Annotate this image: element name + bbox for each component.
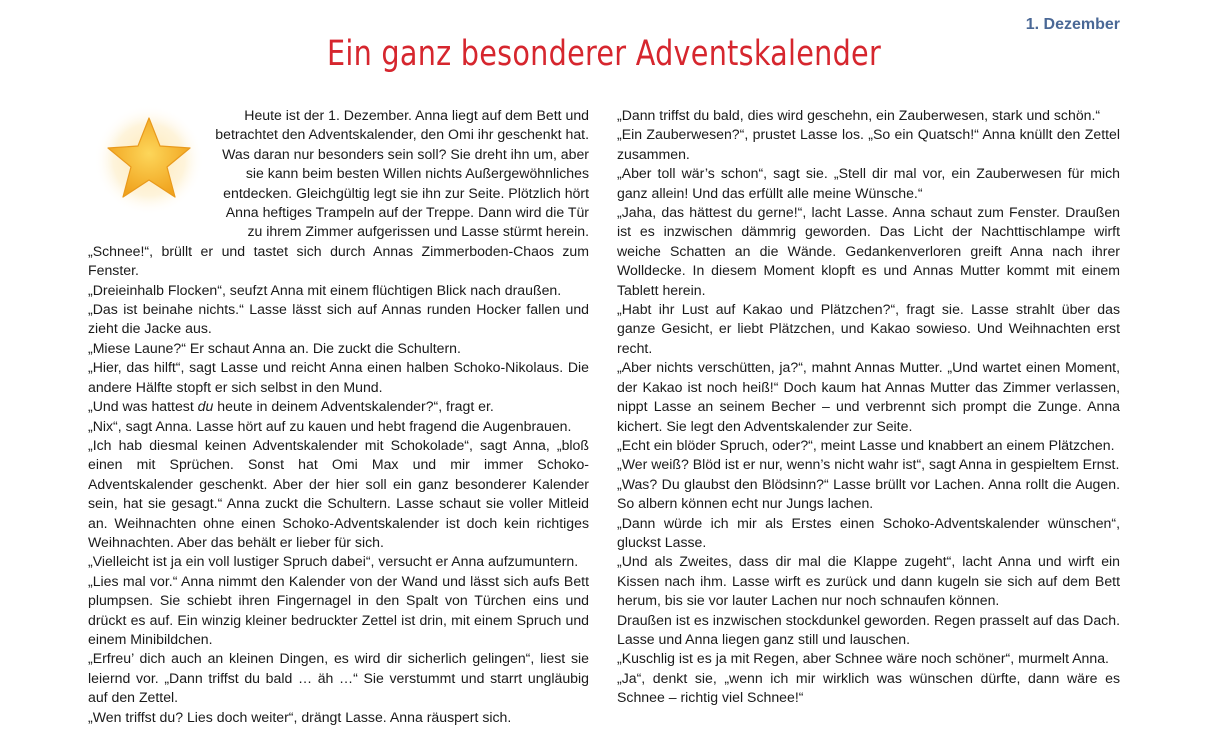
paragraph: Draußen ist es inzwischen stockdunkel geworden. Regen prasselt auf das Dach. Lasse und Anna liegen ganz still und lauschen. (617, 611, 1120, 647)
paragraph: „Lies mal vor.“ Anna nimmt den Kalender von der Wand und lässt sich aufs Bett plumpsen. Sie schiebt ihren Fingernagel in den Spalt von Türchen eins und drückt es auf. Ein winzig kleiner bedruckter Zettel ist drin, mit einem Spruch und einem Minibildchen. (88, 572, 589, 647)
paragraph: „Was? Du glaubst den Blödsinn?“ Lasse brüllt vor Lachen. Anna rollt die Augen. So albern können echt nur Jungs lachen. (617, 475, 1120, 512)
paragraph: „Dreieinhalb Flocken“, seufzt Anna mit einem flüchtigen Blick nach draußen. (88, 281, 562, 298)
paragraph: „Jaha, das hättest du gerne!“, lacht Lasse. Anna schaut zum Fenster. Draußen ist es inzwischen dämmrig geworden. Das Licht der Nachttischlampe wirft weiche Schatten an die Wände. Gedankenverloren greift Anna nach ihrer Wolldecke. In diesem Moment klopft es und Annas Mutter kommt mit einem Tablett herein. (617, 204, 1120, 298)
paragraph: „Miese Laune?“ Er schaut Anna an. Die zuckt die Schultern. (88, 339, 461, 356)
paragraph: „Das ist beinahe nichts.“ Lasse lässt sich auf Annas runden Hocker fallen und zieht die Jacke aus. (88, 301, 589, 337)
paragraph: „Ein Zauberwesen?“, prustet Lasse los. „So ein Quatsch!“ Anna knüllt den Zettel zusammen. (617, 126, 1120, 162)
story-title: Ein ganz besonderer Adventskalender (326, 34, 881, 74)
paragraph: „Aber toll wär’s schon“, sagt sie. „Stell dir mal vor, ein Zauberwesen für mich ganz allein! Und das erfüllt alle meine Wünsche.“ (617, 165, 1120, 201)
paragraph (88, 397, 589, 416)
paragraph: „Wer weiß? Blöd ist er nur, wenn’s nicht wahr ist“, sagt Anna in gespieltem Ernst. (617, 456, 1120, 473)
page-date-label: 1. Dezember (1025, 16, 1120, 33)
paragraph: „Habt ihr Lust auf Kakao und Plätzchen?“, fragt sie. Lasse strahlt über das ganze Gesicht, er liebt Plätzchen, und Kakao sowieso. Und Weihnachten erst recht. (617, 301, 1120, 356)
paragraph: „Wen triffst du? Lies doch weiter“, drängt Lasse. Anna räuspert sich. (88, 708, 512, 725)
paragraph: „Ich hab diesmal keinen Adventskalender mit Schokolade“, sagt Anna, „bloß einen mit Sprüchen. Sonst hat Omi Max und mir immer Schoko-Adventskalender geschenkt. Aber der hier soll ein ganz besonderer Kalender sein, hat sie gesagt.“ Anna zuckt die Schultern. Lasse schaut sie voller Mitleid an. Weihnachten ohne einen Schoko-Adventskalender ist doch kein richtiges Weihnachten. Aber das behält er lieber für sich. (88, 436, 589, 550)
paragraph: „Dann triffst du bald, dies wird geschehn, ein Zauberwesen, stark und schön.“ (617, 107, 1101, 123)
paragraph: „Hier, das hilft“, sagt Lasse und reicht Anna einen halben Schoko-Nikolaus. Die andere Hälfte stopft er sich selbst in den Mund. (88, 359, 589, 395)
paragraph: „Ja“, denkt sie, „wenn ich mir wirklich was wünschen dürfte, dann wäre es Schnee – richtig viel Schnee!“ (617, 669, 1120, 706)
paragraph: „Echt ein blöder Spruch, oder?“, meint Lasse und knabbert an einem Plätzchen. (617, 436, 1115, 453)
paragraph: „Erfreu’ dich auch an kleinen Dingen, es wird dir sicherlich gelingen“, liest sie leiernd vor. „Dann triffst du bald … äh …“ Sie verstummt und starrt ungläubig auf den Zettel. (88, 650, 589, 706)
paragraph: „Vielleicht ist ja ein voll lustiger Spruch dabei“, versucht er Anna aufzumuntern. (88, 553, 579, 570)
intro-paragraph: Heute ist der 1. Dezember. Anna liegt auf dem Bett und betrachtet den Adventskalender, den Omi ihr geschenkt hat. Was daran nur besonders sein soll? Sie dreht ihn um, aber sie kann beim besten Willen nichts Außergewöhnliches entdecken. Gleichgültig legt sie ihn zur Seite. Plötzlich hört Anna heftiges Trampeln auf der Treppe. Dann wird die Tür zu ihrem Zimmer aufgerissen und Lasse stürmt herein. (215, 107, 589, 240)
paragraph: „Kuschlig ist es ja mit Regen, aber Schnee wäre noch schöner“, murmelt Anna. (617, 650, 1109, 667)
text-span: heute in deinem Adventskalender?“, fragt er. (213, 398, 494, 415)
paragraph: „Dann würde ich mir als Erstes einen Schoko-Adventskalender wünschen“, gluckst Lasse. (617, 514, 1120, 550)
emphasis-text: du (197, 398, 214, 415)
paragraph: „Und als Zweites, dass dir mal die Klappe zugeht“, lacht Anna und wirft ein Kissen nach ihm. Lasse wirft es zurück und dann kugeln sie sich auf dem Bett herum, bis sie vor lauter Lachen nur noch schnaufen können. (617, 553, 1120, 609)
paragraph: „Aber nichts verschütten, ja?“, mahnt Annas Mutter. „Und wartet einen Moment, der Kakao ist noch heiß!“ Doch kaum hat Annas Mutter das Zimmer verlassen, nippt Lasse an seinem Becher – und verbrennt sich prompt die Zunge. Anna kichert. Sie legt den Adventskalender zur Seite. (617, 359, 1120, 434)
right-text-column (617, 106, 1120, 708)
text-span: „Und was hattest (88, 398, 198, 415)
paragraph: „Schnee!“, brüllt er und tastet sich durch Annas Zimmerboden-Chaos zum Fenster. (88, 242, 589, 279)
paragraph: „Nix“, sagt Anna. Lasse hört auf zu kauen und hebt fragend die Augenbrauen. (88, 417, 572, 434)
left-text-column (88, 106, 589, 727)
